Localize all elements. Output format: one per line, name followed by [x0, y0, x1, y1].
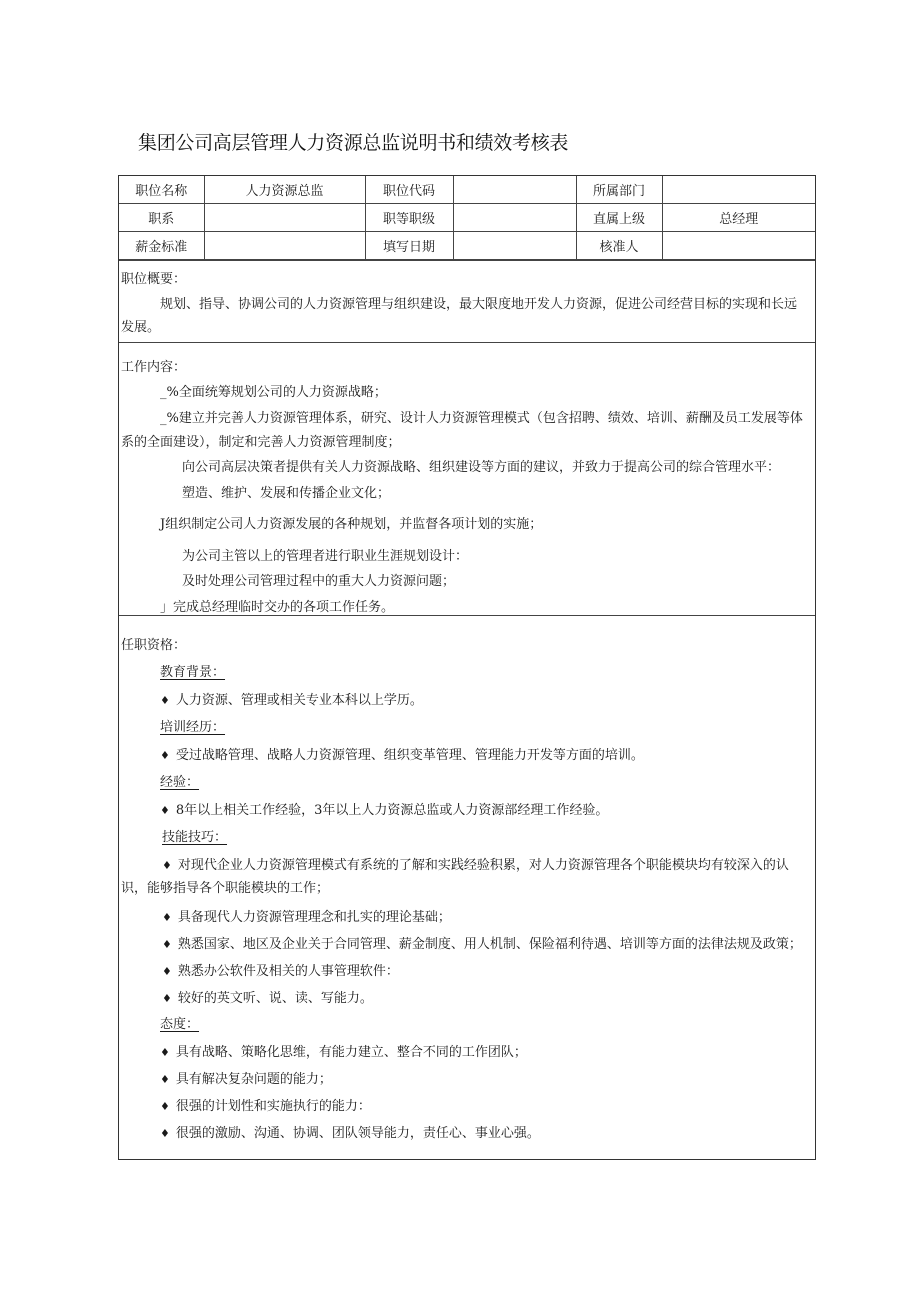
summary-line: 发展。: [121, 320, 161, 335]
bullet-icon: ♦: [162, 911, 172, 924]
qualification-section: [119, 615, 815, 1159]
skills-item: ♦ 对现代企业人力资源管理模式有系统的了解和实践经验积累，对人力资源管理各个职能模块均有较深入的认: [162, 858, 789, 873]
grade-label: 职等职级: [365, 204, 453, 232]
work-section: [119, 342, 815, 615]
education-heading: 教育背景：: [160, 665, 226, 680]
header-row-3: [119, 232, 815, 260]
work-item: _%建立并完善人力资源管理体系，研究、设计人力资源管理模式（包含招聘、绩效、培训、薪酬及员工发展等体: [160, 411, 803, 426]
department-value: [662, 176, 815, 204]
position-code-label: 职位代码: [365, 176, 453, 204]
fill-date-value: [453, 232, 576, 260]
summary-section: [119, 260, 815, 342]
bullet-icon: ♦: [162, 859, 172, 872]
salary-value: [204, 232, 365, 260]
summary-label: 职位概要：: [121, 272, 187, 287]
department-label: 所属部门: [576, 176, 662, 204]
work-item: J组织制定公司人力资源发展的各种规划，并监督各项计划的实施；: [160, 517, 543, 532]
bullet-icon: ♦: [160, 694, 170, 707]
skills-item: ♦ 较好的英文听、说、读、写能力。: [162, 991, 373, 1006]
header-row-2: [119, 204, 815, 232]
document-title: 集团公司高层管理人力资源总监说明书和绩效考核表: [138, 132, 569, 154]
experience-heading: 经验：: [160, 775, 200, 790]
bullet-icon: ♦: [160, 1100, 170, 1113]
training-item: ♦ 受过战略管理、战略人力资源管理、组织变革管理、管理能力开发等方面的培训。: [160, 748, 644, 763]
bullet-icon: ♦: [160, 749, 170, 762]
attitude-item: ♦ 很强的计划性和实施执行的能力：: [160, 1099, 371, 1114]
salary-label: 薪金标准: [119, 232, 204, 260]
skills-item: ♦ 熟悉国家、地区及企业关于合同管理、薪金制度、用人机制、保险福利待遇、培训等方面的法律法规及政策；: [162, 937, 802, 952]
supervisor-label: 直属上级: [576, 204, 662, 232]
approver-value: [662, 232, 815, 260]
job-family-label: 职系: [119, 204, 204, 232]
header-table: [119, 176, 815, 260]
skills-item-continued: 识，能够指导各个职能模块的工作；: [121, 881, 330, 896]
bullet-icon: ♦: [162, 992, 172, 1005]
experience-item: ♦ 8年以上相关工作经验，3年以上人力资源总监或人力资源部经理工作经验。: [160, 803, 609, 818]
bullet-icon: ♦: [160, 804, 170, 817]
supervisor-value: 总经理: [662, 204, 815, 232]
attitude-item: ♦ 具有解决复杂问题的能力；: [160, 1072, 332, 1087]
bullet-icon: ♦: [160, 1046, 170, 1059]
job-family-value: [204, 204, 365, 232]
work-item: 向公司高层决策者提供有关人力资源战略、组织建设等方面的建议，并致力于提高公司的综合管理水平：: [182, 460, 781, 475]
work-item: 为公司主管以上的管理者进行职业生涯规划设计：: [182, 549, 469, 564]
skills-heading: 技能技巧：: [162, 830, 228, 845]
work-item: 」完成总经理临时交办的各项工作任务。: [160, 600, 395, 615]
work-item: 及时处理公司管理过程中的重大人力资源问题；: [182, 574, 456, 589]
work-label: 工作内容：: [121, 360, 187, 375]
attitude-heading: 态度：: [160, 1017, 200, 1032]
bullet-icon: ♦: [160, 1073, 170, 1086]
position-name-label: 职位名称: [119, 176, 204, 204]
grade-value: [453, 204, 576, 232]
position-code-value: [453, 176, 576, 204]
bullet-icon: ♦: [162, 938, 172, 951]
bullet-icon: ♦: [160, 1127, 170, 1140]
header-row-1: [119, 176, 815, 204]
education-item: ♦ 人力资源、管理或相关专业本科以上学历。: [160, 693, 423, 708]
job-description-form: [118, 175, 816, 1160]
work-item: 系的全面建设），制定和完善人力资源管理制度；: [121, 435, 401, 450]
bullet-icon: ♦: [162, 965, 172, 978]
attitude-item: ♦ 具有战略、策略化思维，有能力建立、整合不同的工作团队；: [160, 1045, 527, 1060]
work-item: _%全面统筹规划公司的人力资源战略；: [160, 385, 387, 400]
summary-line: 规划、指导、协调公司的人力资源管理与组织建设，最大限度地开发人力资源，促进公司经营目标的实现和长远: [160, 297, 798, 312]
skills-item: ♦ 具备现代人力资源管理理念和扎实的理论基础；: [162, 910, 451, 925]
approver-label: 核准人: [576, 232, 662, 260]
skills-item: ♦ 熟悉办公软件及相关的人事管理软件：: [162, 964, 399, 979]
position-name-value: 人力资源总监: [204, 176, 365, 204]
work-item: 塑造、维护、发展和传播企业文化；: [182, 486, 391, 501]
training-heading: 培训经历：: [160, 720, 226, 735]
fill-date-label: 填写日期: [365, 232, 453, 260]
attitude-item: ♦ 很强的激励、沟通、协调、团队领导能力，责任心、事业心强。: [160, 1126, 540, 1141]
qualification-label: 任职资格：: [121, 638, 187, 653]
